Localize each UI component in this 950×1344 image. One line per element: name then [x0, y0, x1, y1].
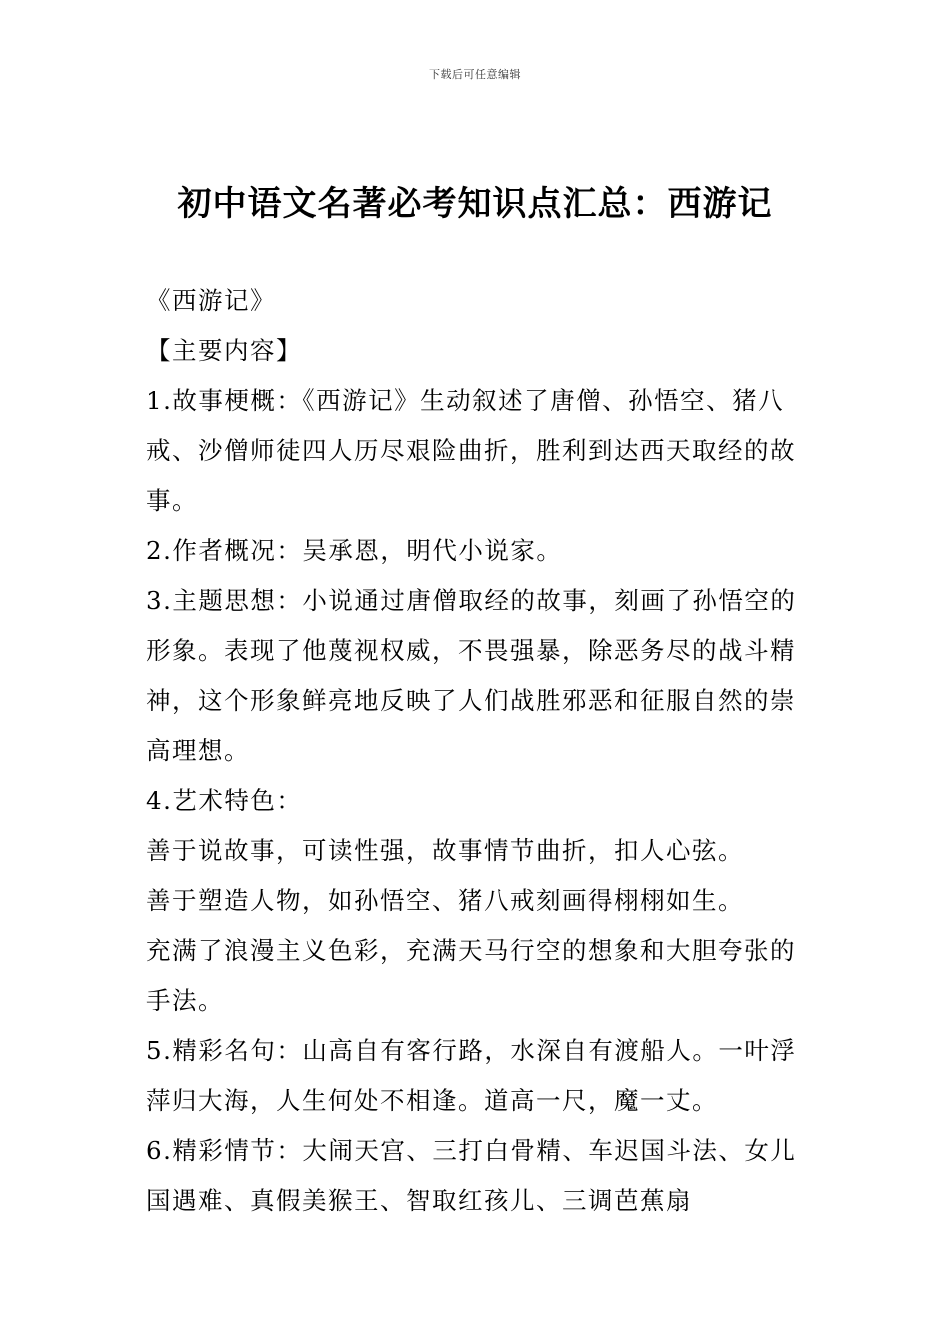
paragraph-story-summary: 1.故事梗概：《西游记》生动叙述了唐僧、孙悟空、猪八戒、沙僧师徒四人历尽艰险曲折，胜利到达西天取经的故事。: [146, 386, 796, 515]
section-heading-main-content: 【主要内容】: [146, 336, 302, 365]
paragraph-famous-quotes: 5.精彩名句：山高自有客行路，水深自有渡船人。一叶浮萍归大海，人生何处不相逢。道高一尺，魔一丈。: [146, 1036, 797, 1115]
book-title-line: 《西游记》: [146, 286, 276, 315]
paragraph-plot-highlights: 6.精彩情节：大闹天宫、三打白骨精、车迟国斗法、女儿国遇难、真假美猴王、智取红孩儿、三调芭蕉扇: [146, 1136, 797, 1215]
paragraph-art-feature-3: 充满了浪漫主义色彩，充满天马行空的想象和大胆夸张的手法。: [146, 936, 796, 1015]
paragraph-author: 2.作者概况：吴承恩，明代小说家。: [146, 536, 563, 565]
document-body: [146, 276, 806, 1226]
document-title: 初中语文名著必考知识点汇总：西游记: [177, 184, 773, 224]
paragraph-theme: 3.主题思想：小说通过唐僧取经的故事，刻画了孙悟空的形象。表现了他蔑视权威，不畏强暴，除恶务尽的战斗精神，这个形象鲜亮地反映了人们战胜邪恶和征服自然的崇高理想。: [146, 586, 797, 765]
paragraph-art-feature-2: 善于塑造人物，如孙悟空、猪八戒刻画得栩栩如生。: [146, 886, 744, 915]
paragraph-art-feature-1: 善于说故事，可读性强，故事情节曲折，扣人心弦。: [146, 836, 744, 865]
header-note: 下载后可任意编辑: [429, 68, 521, 81]
paragraph-art-features-heading: 4.艺术特色：: [146, 786, 303, 815]
